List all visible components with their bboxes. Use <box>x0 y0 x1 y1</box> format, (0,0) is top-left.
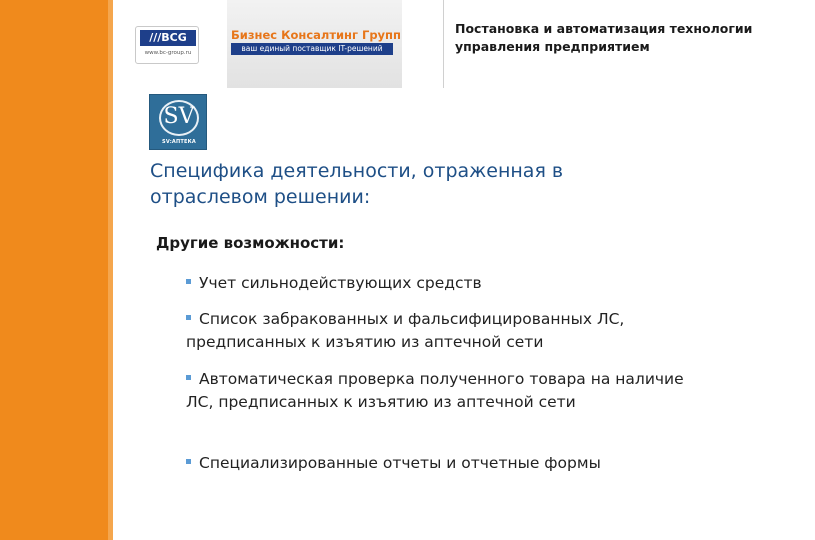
sv-logo-caption: SV:АПТЕКА <box>162 139 196 145</box>
bcg-logo <box>135 26 199 64</box>
page-title: Постановка и автоматизация технологии управления предприятием <box>455 21 753 54</box>
brand-tagline-bar <box>231 43 393 55</box>
brand-block <box>227 0 402 88</box>
list-item <box>186 452 696 475</box>
bullet-square-icon <box>186 375 191 380</box>
left-decor-bar <box>0 0 108 540</box>
bcg-logo-text: ///BCG <box>140 30 196 46</box>
bullet-square-icon <box>186 459 191 464</box>
list-item <box>186 308 696 354</box>
bullet-square-icon <box>186 279 191 284</box>
list-item-text: Список забракованных и фальсифицированных ЛС, предписанных к изъятию из аптечной сети <box>186 310 625 351</box>
list-item <box>186 272 696 295</box>
header-divider <box>443 0 444 88</box>
sv-product-logo <box>149 94 207 150</box>
brand-tagline: ваш единый поставщик IT-решений <box>241 44 383 53</box>
list-item-text: Специализированные отчеты и отчетные формы <box>199 454 601 472</box>
brand-name: Бизнес Консалтинг Групп <box>231 28 401 42</box>
bcg-logo-url: www.bc-group.ru <box>144 50 192 56</box>
list-item-text: Автоматическая проверка полученного товара на наличие ЛС, предписанных к изъятию из аптечной сети <box>186 370 684 411</box>
list-item-text: Учет сильнодействующих средств <box>199 274 482 292</box>
list-item <box>186 368 696 414</box>
slide-subtitle: Специфика деятельности, отраженная в отраслевом решении: <box>150 160 564 208</box>
section-heading: Другие возможности: <box>156 234 345 252</box>
bullet-square-icon <box>186 315 191 320</box>
header <box>113 0 753 88</box>
sv-logo-letters: SV <box>163 104 195 129</box>
